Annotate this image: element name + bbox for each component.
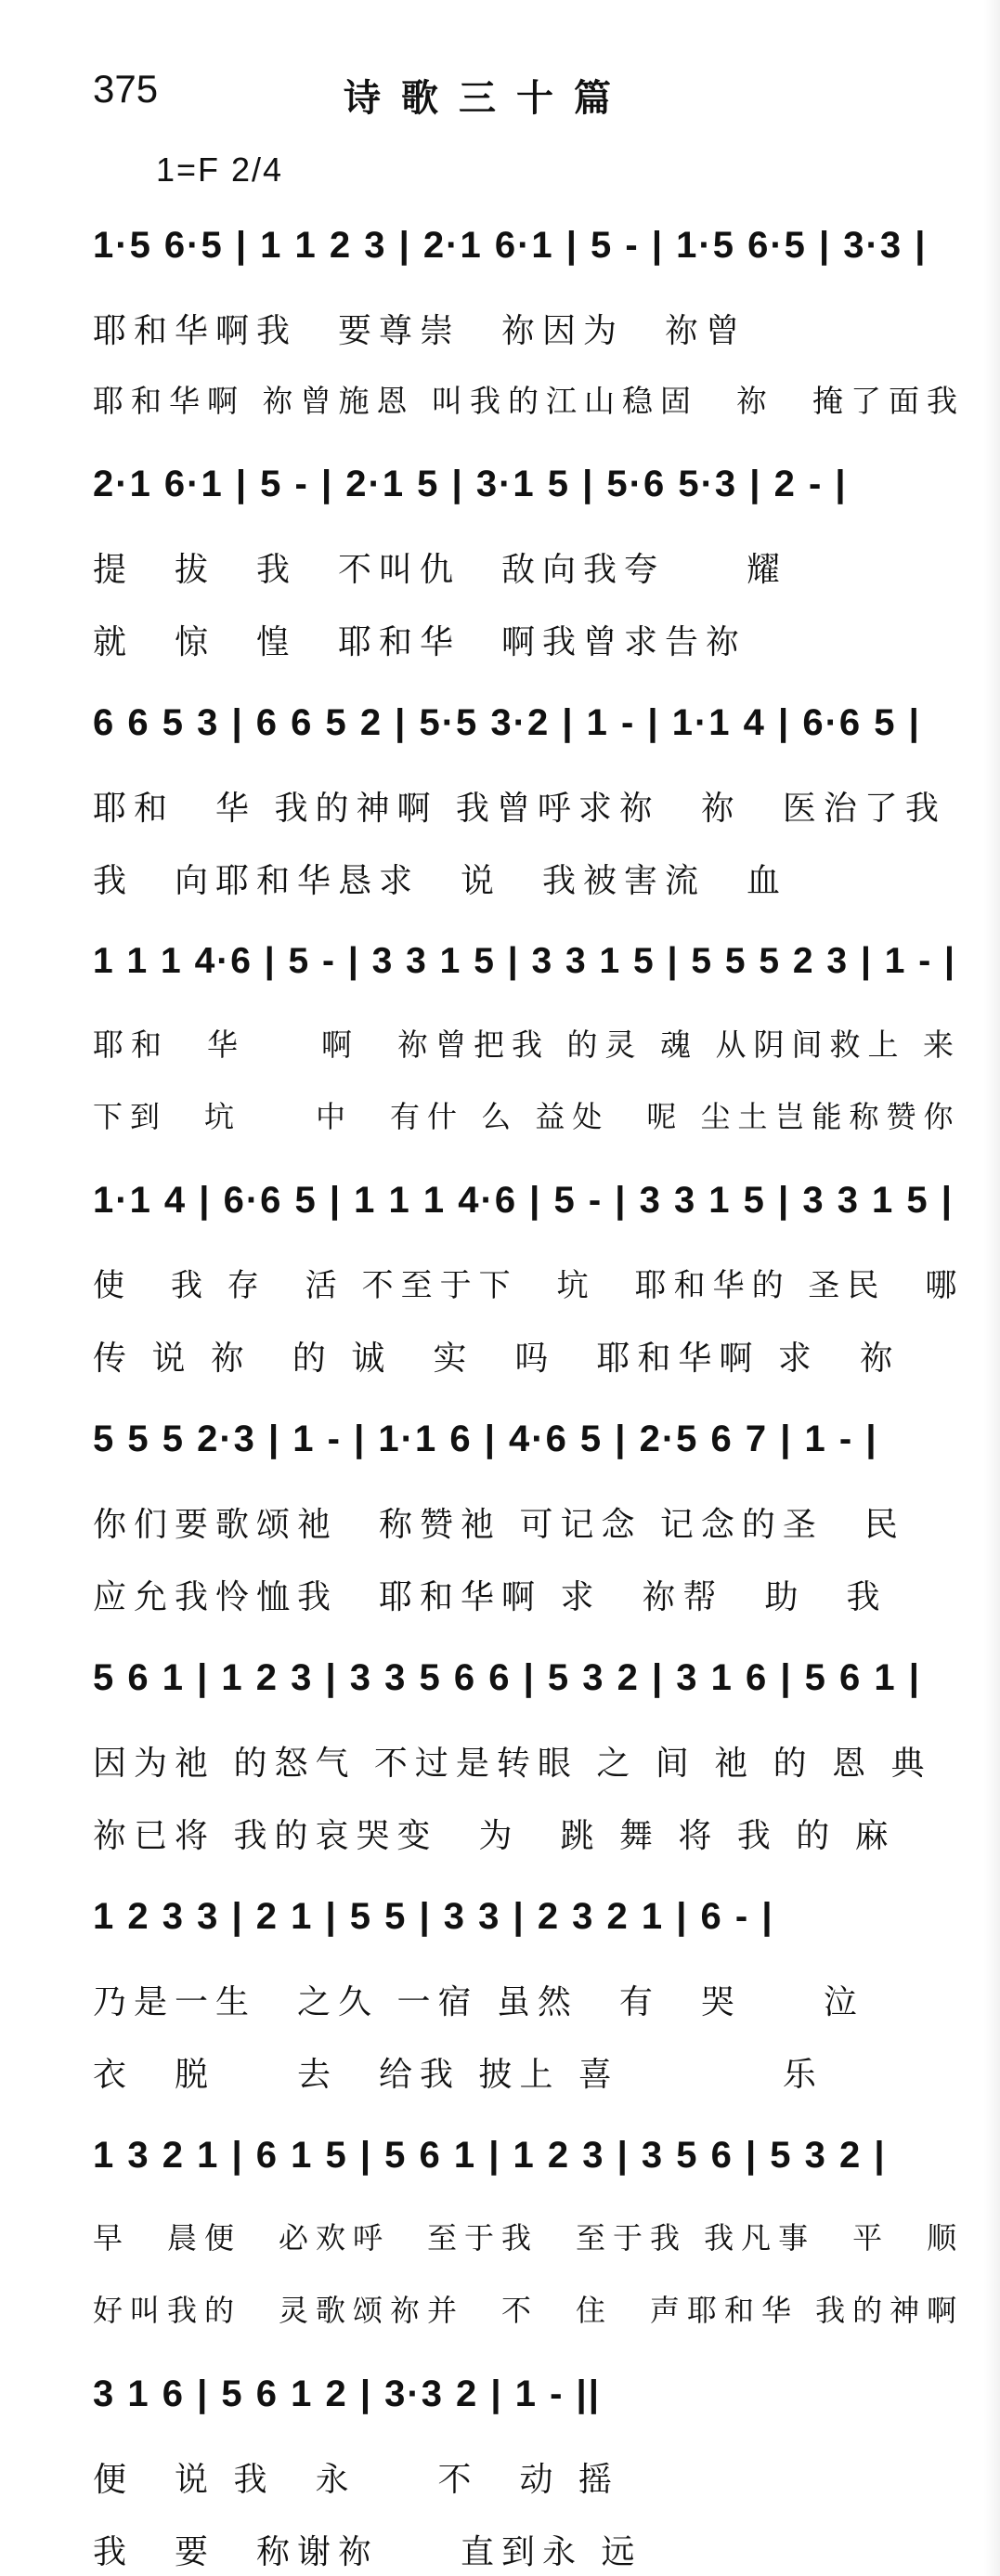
scan-edge (984, 0, 1000, 2576)
lyric-line-verse-2: 下到 坑 中 有什 么 益处 呢 尘土岂能称赞你 (93, 1099, 961, 1134)
lyric-line-verse-1: 使 我 存 活 不至于下 坑 耶和华的 圣民 哪 (93, 1267, 965, 1304)
notation-line: 1 3 2 1 | 6 1 5 | 5 6 1 | 1 2 3 | 3 5 6 | 5 3 2 | (93, 2135, 887, 2176)
lyric-line-verse-2: 传 说 祢 的 诚 实 吗 耶和华啊 求 祢 (93, 1340, 901, 1378)
notation-line: 2·1 6·1 | 5 - | 2·1 5 | 3·1 5 | 5·6 5·3 | 2 - | (93, 464, 848, 504)
notation-line: 1 1 1 4·6 | 5 - | 3 3 1 5 | 3 3 1 5 | 5 5 5 2 3 | 1 - | (93, 941, 956, 981)
lyric-line-verse-1: 耶和华啊我 要尊崇 祢因为 祢曾 (93, 312, 747, 350)
notation-line: 3 1 6 | 5 6 1 2 | 3·3 2 | 1 - || (93, 2373, 601, 2414)
lyric-line-verse-2: 耶和华啊 祢曾施恩 叫我的江山稳固 祢 掩了面我 (93, 383, 965, 419)
lyric-line-verse-2: 祢已将 我的哀哭变 为 跳 舞 将 我 的 麻 (93, 1817, 896, 1855)
key-signature: 1=F 2/4 (156, 150, 284, 189)
notation-line: 1 2 3 3 | 2 1 | 5 5 | 3 3 | 2 3 2 1 | 6 - | (93, 1896, 774, 1937)
notation-line: 5 5 5 2·3 | 1 - | 1·1 6 | 4·6 5 | 2·5 6 7 | 1 - | (93, 1419, 878, 1459)
lyric-line-verse-2: 衣 脱 去 给我 披上 喜 乐 (93, 2056, 824, 2094)
lyric-line-verse-1: 耶和 华 我的神啊 我曾呼求祢 祢 医治了我 (93, 790, 946, 828)
lyric-line-verse-2: 好叫我的 灵歌颂祢并 不 住 声耶和华 我的神啊 (93, 2293, 965, 2328)
lyric-line-verse-2: 我 要 称谢祢 直到永 远 (93, 2533, 643, 2571)
page-number: 375 (93, 67, 159, 111)
lyric-line-verse-2: 就 惊 惶 耶和华 啊我曾求告祢 (93, 623, 747, 661)
lyric-line-verse-1: 便 说 我 永 不 动 摇 (93, 2461, 619, 2499)
notation-line: 1·1 4 | 6·6 5 | 1 1 1 4·6 | 5 - | 3 3 1 5 | 3 3 1 5 | (93, 1180, 954, 1221)
lyric-line-verse-1: 因为祂 的怒气 不过是转眼 之 间 祂 的 恩 典 (93, 1745, 932, 1783)
notation-line: 1·5 6·5 | 1 1 2 3 | 2·1 6·1 | 5 - | 1·5 6·5 | 3·3 | (93, 225, 928, 266)
lyric-line-verse-1: 提 拔 我 不叫仇 敌向我夸 耀 (93, 551, 788, 589)
lyric-line-verse-1: 早 晨便 必欢呼 至于我 至于我 我凡事 平 顺 (93, 2220, 965, 2256)
notation-line: 5 6 1 | 1 2 3 | 3 3 5 6 6 | 5 3 2 | 3 1 6 | 5 6 1 | (93, 1657, 921, 1698)
lyric-line-verse-1: 你们要歌颂祂 称赞祂 可记念 记念的圣 民 (93, 1506, 905, 1544)
lyric-line-verse-2: 应允我怜恤我 耶和华啊 求 祢帮 助 我 (93, 1578, 888, 1616)
lyric-line-verse-2: 我 向耶和华恳求 说 我被害流 血 (93, 862, 788, 900)
lyric-line-verse-1: 耶和 华 啊 祢曾把我 的灵 魂 从阴间救上 来 (93, 1026, 961, 1063)
lyric-line-verse-1: 乃是一生 之久 一宿 虽然 有 哭 泣 (93, 1983, 864, 2021)
notation-line: 6 6 5 3 | 6 6 5 2 | 5·5 3·2 | 1 - | 1·1 4 | 6·6 5 | (93, 702, 921, 743)
song-title: 诗歌三十篇 (344, 77, 631, 120)
